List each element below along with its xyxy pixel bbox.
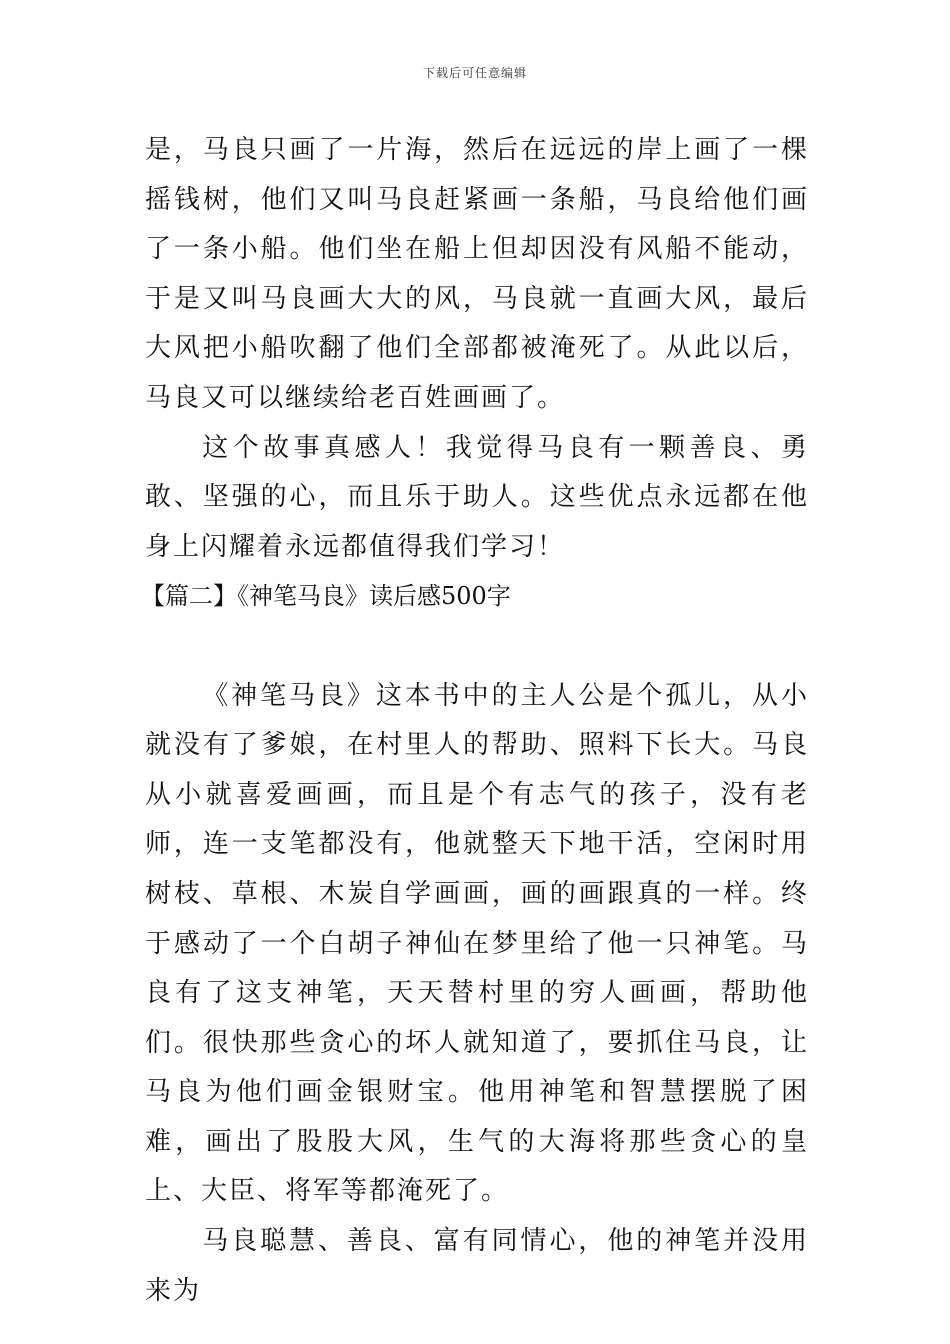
blank-line (145, 622, 809, 672)
paragraph-character: 马良聪慧、善良、富有同情心，他的神笔并没用来为 (145, 1226, 809, 1306)
page-header: 下载后可任意编辑 (422, 66, 527, 80)
paragraph-story-summary: 《神笔马良》这本书中的主人公是个孤儿，从小就没有了爹娘，在村里人的帮助、照料下长大。马良从小就喜爱画画，而且是个有志气的孩子，没有老师，连一支笔都没有，他就整天下地干活，空闲时用树枝、草根、木炭自学画画，画的画跟真的一样。终于感动了一个白胡子神仙在梦里给了他一只神笔。马良有了这支神笔，天天替村里的穷人画画，帮助他们。很快那些贪心的坏人就知道了，要抓住马良，让马良为他们画金银财宝。他用神笔和智慧摆脱了困难，画出了股股大风，生气的大海将那些贪心的皇上、大臣、将军等都淹死了。 (145, 680, 809, 1207)
document-body (141, 126, 809, 1316)
paragraph-continuation: 是，马良只画了一片海，然后在远远的岸上画了一棵摇钱树，他们又叫马良赶紧画一条船，马良给他们画了一条小船。他们坐在船上但却因没有风船不能动，于是又叫马良画大大的风，马良就一直画大风，最后大风把小船吹翻了他们全部都被淹死了。从此以后，马良又可以继续给老百姓画画了。 (145, 135, 809, 413)
paragraph-reflection: 这个故事真感人！我觉得马良有一颗善良、勇敢、坚强的心，而且乐于助人。这些优点永远都在他身上闪耀着永远都值得我们学习！ (145, 432, 809, 562)
section-heading: 【篇二】《神笔马良》读后感500字 (141, 582, 511, 611)
